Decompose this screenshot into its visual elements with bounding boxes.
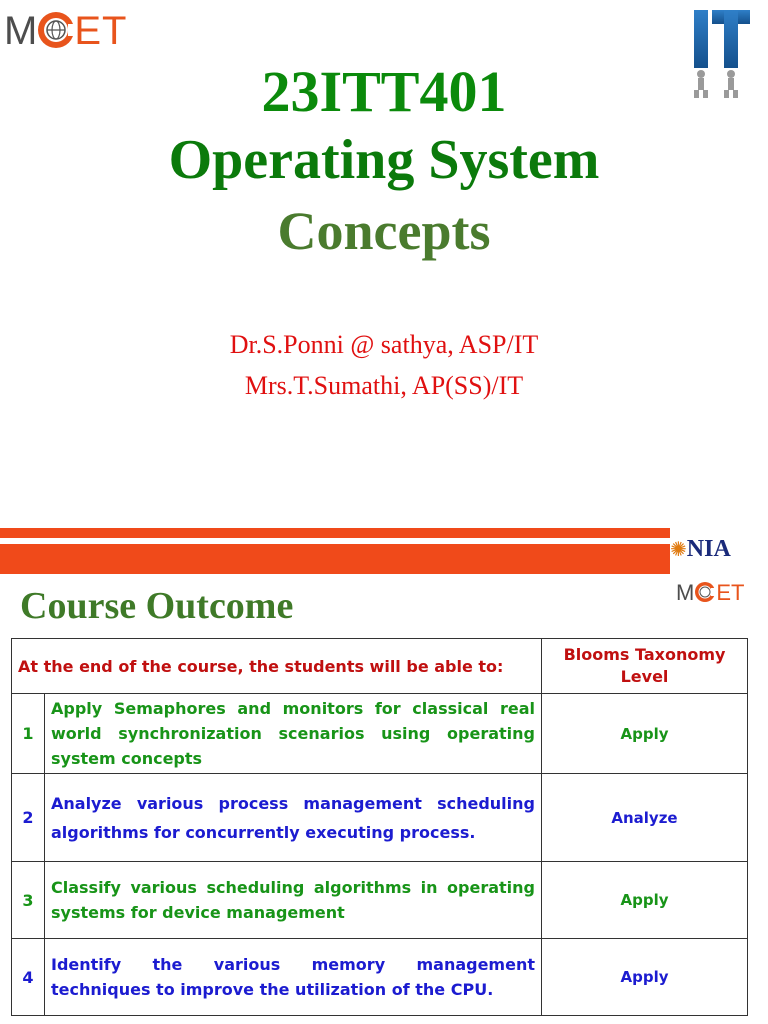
author-2: Mrs.T.Sumathi, AP(SS)/IT [244,371,524,400]
globe-icon [36,10,76,50]
row-level: Apply [542,939,748,1016]
row-outcome: Analyze various process management scheduling algorithms for concurrently executing process. [45,774,542,862]
small-logo-letters-et: ET [716,580,745,605]
row-outcome: Classify various scheduling algorithms in operating systems for device management [45,862,542,939]
mcet-small-logo [676,580,766,632]
author-1: Dr.S.Ponni @ sathya, ASP/IT [229,330,539,359]
sun-icon: ✺ [670,539,687,561]
small-logo-letter-m: M [676,580,695,605]
logo-letters-et: ET [74,9,128,53]
row-number: 2 [12,774,45,862]
logo-letter-m: M [4,9,39,53]
course-outcome-table [11,638,748,1016]
course-title-line1: Operating System [168,129,600,191]
row-number: 1 [12,694,45,774]
header-bar-bottom [0,544,670,574]
row-number: 4 [12,939,45,1016]
table-header-outcomes: At the end of the course, the students will be able to: [12,639,542,694]
row-number: 3 [12,862,45,939]
header-bar-top [0,528,670,538]
nia-logo [670,536,768,572]
table-row [12,939,748,1016]
table-row [12,694,748,774]
row-outcome: Apply Semaphores and monitors for classical real world synchronization scenarios using operating system concepts [45,694,542,774]
globe-icon [694,581,716,603]
nia-logo-text: NIA [686,536,731,562]
course-title-line2: Concepts [277,201,491,261]
row-level: Apply [542,862,748,939]
row-level: Apply [542,694,748,774]
mcet-logo [4,6,127,56]
course-outcome-slide [0,528,768,1024]
row-outcome: Identify the various memory management techniques to improve the utilization of the CPU. [45,939,542,1016]
table-row [12,862,748,939]
row-level: Analyze [542,774,748,862]
table-header-blooms: Blooms Taxonomy Level [542,639,748,694]
table-header-row [12,639,748,694]
course-code: 23ITT401 [261,59,507,124]
section-heading: Course Outcome [20,585,294,627]
table-row [12,774,748,862]
